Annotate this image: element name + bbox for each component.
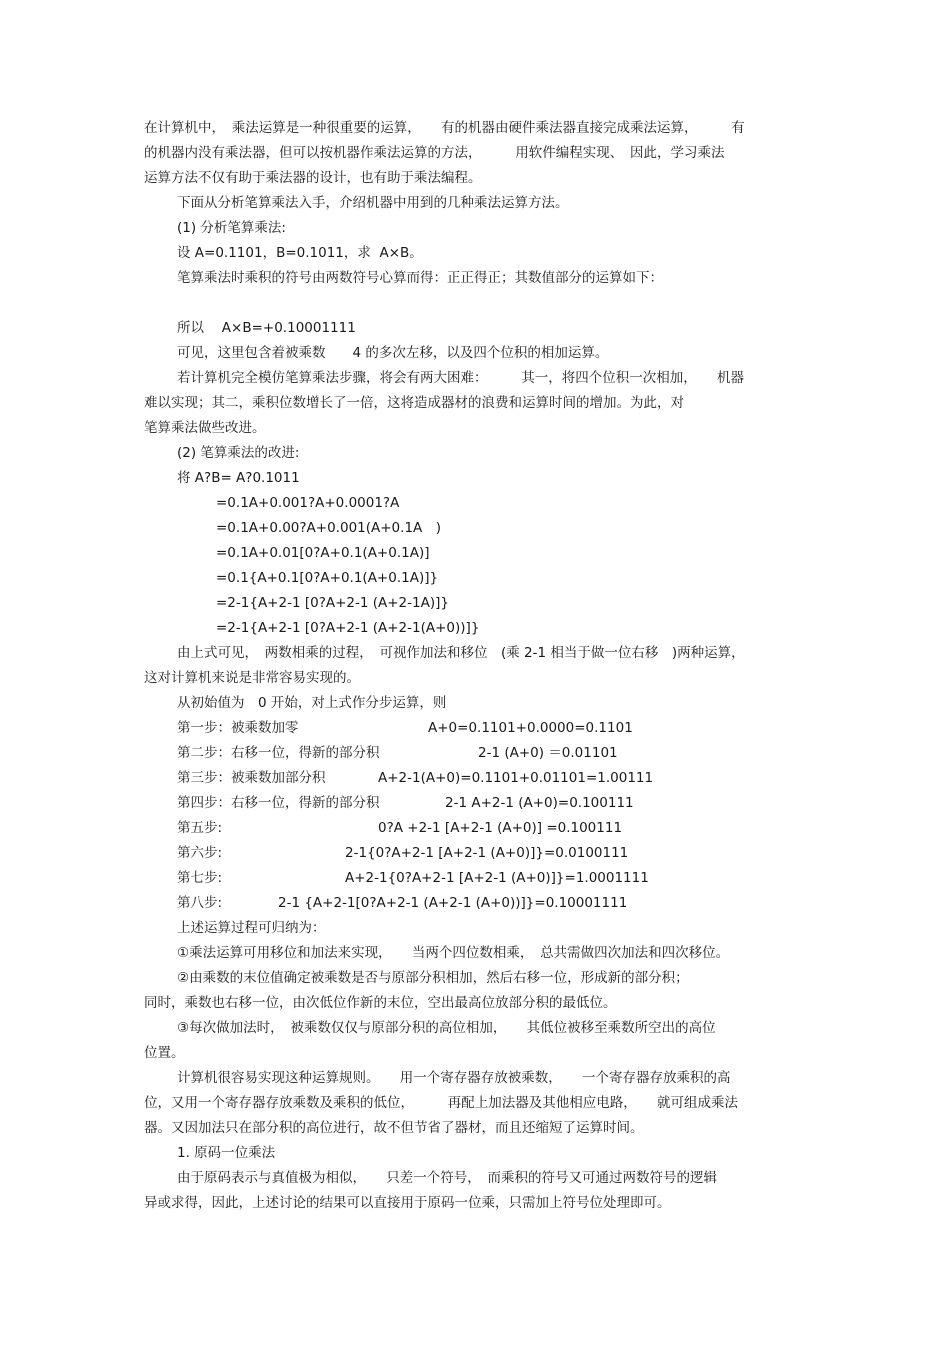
step-label: 第三步：被乘数加部分积 [177,770,326,786]
step-label: 第四步：右移一位，得新的部分积 [177,795,380,811]
paragraph-line: 在计算机中， 乘法运算是一种很重要的运算， 有的机器由硬件乘法器直接完成乘法运算， 有 [144,120,745,136]
paragraph-line: 可见，这里包含着被乘数 4 的多次左移，以及四个位积的相加运算。 [177,345,609,361]
section-heading: (1) 分析笔算乘法: [177,220,286,236]
step-expression: 2-1 {A+2-1[0?A+2-1 (A+2-1 (A+0))]}=0.10001111 [278,895,628,911]
step-label: 第八步: [177,895,223,911]
equation-line: =0.1A+0.00?A+0.001(A+0.1A ) [216,520,442,536]
step-expression: A+2-1{0?A+2-1 [A+2-1 (A+0)]}=1.0001111 [345,870,649,886]
paragraph-line: 下面从分析笔算乘法入手，介绍机器中用到的几种乘法运算方法。 [177,195,569,211]
step-expression: A+0=0.1101+0.0000=0.1101 [428,720,633,736]
equation-line: =0.1{A+0.1[0?A+0.1(A+0.1A)]} [216,570,439,586]
step-expression: A+2-1(A+0)=0.1101+0.01101=1.00111 [378,770,654,786]
step-expression: 0?A +2-1 [A+2-1 (A+0)] =0.100111 [378,820,623,836]
paragraph-line: 从初始值为 0 开始，对上式作分步运算，则 [177,695,447,711]
step-expression: 2-1 (A+0) ＝0.01101 [478,745,618,761]
section-heading: 1. 原码一位乘法 [177,1145,276,1161]
step-label: 第七步: [177,870,223,886]
paragraph-line: 器。又因加法只在部分积的高位进行，故不但节省了器材，而且还缩短了运算时间。 [144,1120,644,1136]
paragraph-line: 计算机很容易实现这种运算规则。 用一个寄存器存放被乘数， 一个寄存器存放乘积的高 [177,1070,731,1086]
equation-line: =2-1{A+2-1 [0?A+2-1 (A+2-1A)]} [216,595,449,611]
step-expression: 2-1{0?A+2-1 [A+2-1 (A+0)]}=0.0100111 [345,845,629,861]
paragraph-line: 的机器内没有乘法器，但可以按机器作乘法运算的方法， 用软件编程实现、 因此，学习乘法 [144,145,725,161]
paragraph-line: 若计算机完全模仿笔算乘法步骤，将会有两大困难： 其一，将四个位积一次相加， 机器 [177,370,744,386]
paragraph-line: 运算方法不仅有助于乘法器的设计，也有助于乘法编程。 [144,170,482,186]
equation-line: 将 A?B= A?0.1011 [177,470,300,486]
equation-line: =0.1A+0.01[0?A+0.1(A+0.1A)] [216,545,430,561]
section-heading: (2) 笔算乘法的改进: [177,445,300,461]
rule-line: 位置。 [144,1045,185,1061]
result-line: 所以 A×B=+0.10001111 [177,320,356,336]
equation-line: =2-1{A+2-1 [0?A+2-1 (A+2-1(A+0))]} [216,620,480,636]
step-label: 第六步: [177,845,223,861]
rule-line: ①乘法运算可用移位和加法来实现， 当两个四位数相乘， 总共需做四次加法和四次移位。 [177,945,730,961]
step-label: 第一步：被乘数加零 [177,720,299,736]
rule-line: ②由乘数的末位值确定被乘数是否与原部分积相加，然后右移一位，形成新的部分积； [177,970,689,986]
paragraph-line: 笔算乘法做些改进。 [144,420,266,436]
summary-heading: 上述运算过程可归纳为： [177,920,326,936]
paragraph-line: 位，又用一个寄存器存放乘数及乘积的低位， 再配上加法器及其他相应电路， 就可组成乘法 [144,1095,738,1111]
step-label: 第五步: [177,820,223,836]
paragraph-line: 笔算乘法时乘积的符号由两数符号心算而得：正正得正；其数值部分的运算如下： [177,270,663,286]
step-label: 第二步：右移一位，得新的部分积 [177,745,380,761]
given-values: 设 A=0.1101，B=0.1011，求 A×B。 [177,245,423,261]
paragraph-line: 由于原码表示与真值极为相似， 只差一个符号， 而乘积的符号又可通过两数符号的逻辑 [177,1170,717,1186]
step-expression: 2-1 A+2-1 (A+0)=0.100111 [445,795,634,811]
equation-line: =0.1A+0.001?A+0.0001?A [216,495,400,511]
paragraph-line: 异或求得，因此，上述讨论的结果可以直接用于原码一位乘，只需加上符号位处理即可。 [144,1195,671,1211]
paragraph-line: 这对计算机来说是非常容易实现的。 [144,670,360,686]
paragraph-line: 难以实现；其二，乘积位数增长了一倍，这将造成器材的浪费和运算时间的增加。为此，对 [144,395,684,411]
rule-line: ③每次做加法时， 被乘数仅仅与原部分积的高位相加， 其低位被移至乘数所空出的高位 [177,1020,716,1036]
rule-line: 同时，乘数也右移一位，由次低位作新的末位，空出最高位放部分积的最低位。 [144,995,617,1011]
paragraph-line: 由上式可见， 两数相乘的过程， 可视作加法和移位 (乘 2-1 相当于做一位右移 )两种运算， [177,645,745,661]
